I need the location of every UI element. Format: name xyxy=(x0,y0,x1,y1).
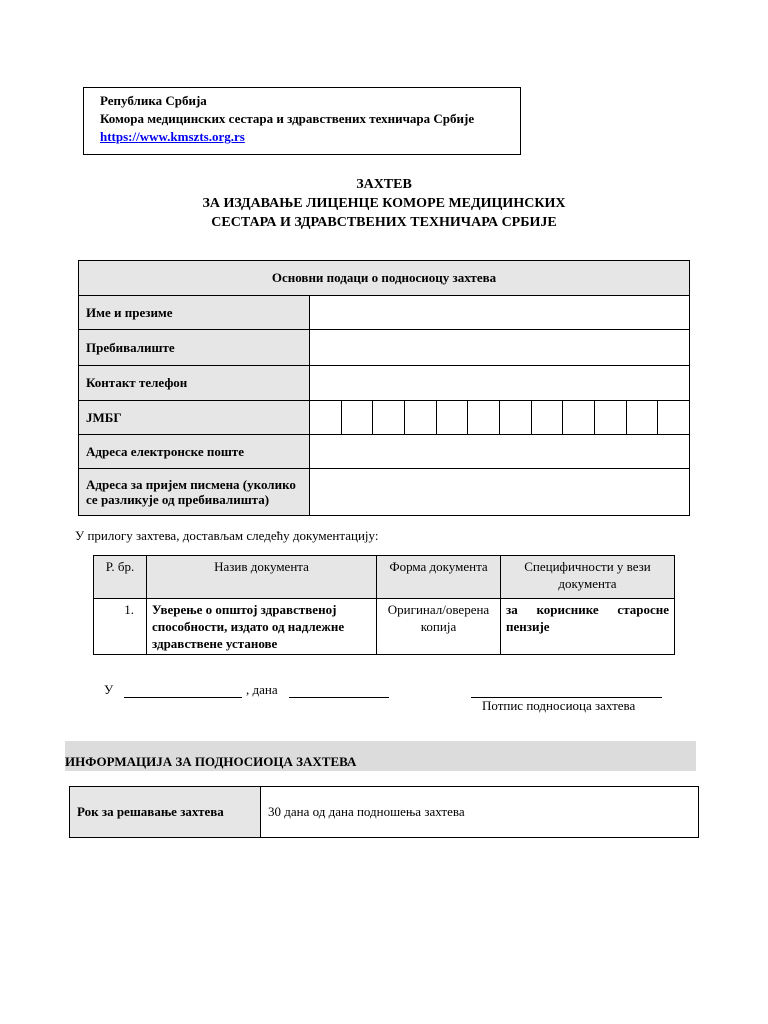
date-prefix: , дана xyxy=(246,682,278,697)
deadline-value: 30 дана од дана подношења захтева xyxy=(261,787,699,838)
name-field[interactable] xyxy=(310,296,690,330)
jmbg-digit-5[interactable] xyxy=(436,401,468,435)
jmbg-digit-3[interactable] xyxy=(373,401,405,435)
residence-field[interactable] xyxy=(310,330,690,366)
republic-name: Република Србија xyxy=(100,93,207,108)
jmbg-digit-6[interactable] xyxy=(468,401,500,435)
email-label: Адреса електронске поште xyxy=(79,435,310,469)
documents-table xyxy=(93,555,675,655)
name-label: Име и презиме xyxy=(79,296,310,330)
title-line-1: ЗАХТЕВ xyxy=(356,177,412,192)
chamber-website-link[interactable]: https://www.kmszts.org.rs xyxy=(100,129,245,144)
phone-label: Контакт телефон xyxy=(79,366,310,401)
col-header-document-form: Форма документа xyxy=(377,556,501,599)
chamber-name: Комора медицинских сестара и здравствених техничара Србије xyxy=(100,111,475,126)
phone-field[interactable] xyxy=(310,366,690,401)
jmbg-digit-10[interactable] xyxy=(595,401,627,435)
jmbg-digit-9[interactable] xyxy=(563,401,595,435)
title-line-3: СЕСТАРА И ЗДРАВСТВЕНИХ ТЕХНИЧАРА СРБИЈЕ xyxy=(211,215,557,230)
jmbg-digit-4[interactable] xyxy=(405,401,437,435)
jmbg-digit-8[interactable] xyxy=(531,401,563,435)
jmbg-digit-1[interactable] xyxy=(310,401,342,435)
attachments-intro: У прилогу захтева, достављам следећу документацију: xyxy=(75,528,379,543)
jmbg-digit-7[interactable] xyxy=(500,401,532,435)
col-header-number: Р. бр. xyxy=(94,556,147,599)
issuer-box xyxy=(83,87,521,155)
document-title xyxy=(0,175,768,232)
title-line-2: ЗА ИЗДАВАЊЕ ЛИЦЕНЦЕ КОМОРЕ МЕДИЦИНСКИХ xyxy=(202,196,566,211)
row-document-form: Оригинал/оверена копија xyxy=(377,599,501,655)
jmbg-digit-12[interactable] xyxy=(658,401,690,435)
info-heading: ИНФОРМАЦИЈА ЗА ПОДНОСИОЦА ЗАХТЕВА xyxy=(65,754,357,769)
residence-label: Пребивалиште xyxy=(79,330,310,366)
row-document-name: Уверење о општој здравственој способности, издато од надлежне здравствене установе xyxy=(147,599,377,655)
col-header-document-name: Назив документа xyxy=(147,556,377,599)
email-field[interactable] xyxy=(310,435,690,469)
date-line[interactable] xyxy=(289,697,389,698)
applicant-data-table xyxy=(78,260,690,516)
table-row xyxy=(94,599,675,655)
signature-label: Потпис подносиоца захтева xyxy=(482,698,636,713)
jmbg-digit-2[interactable] xyxy=(341,401,373,435)
applicant-table-heading: Основни подаци о подносиоцу захтева xyxy=(79,261,690,296)
jmbg-label: ЈМБГ xyxy=(79,401,310,435)
mail-address-label: Адреса за пријем писмена (уколико се разликује од пребивалишта) xyxy=(79,469,310,516)
deadline-label: Рок за решавање захтева xyxy=(70,787,261,838)
place-line[interactable] xyxy=(124,697,242,698)
row-specifics: за кориснике старосне пензије xyxy=(501,599,675,655)
deadline-table xyxy=(69,786,699,838)
jmbg-digit-11[interactable] xyxy=(626,401,658,435)
row-number: 1. xyxy=(94,599,147,655)
place-prefix: У xyxy=(104,682,114,697)
mail-address-field[interactable] xyxy=(310,469,690,516)
col-header-specifics: Специфичности у вези документа xyxy=(501,556,675,599)
